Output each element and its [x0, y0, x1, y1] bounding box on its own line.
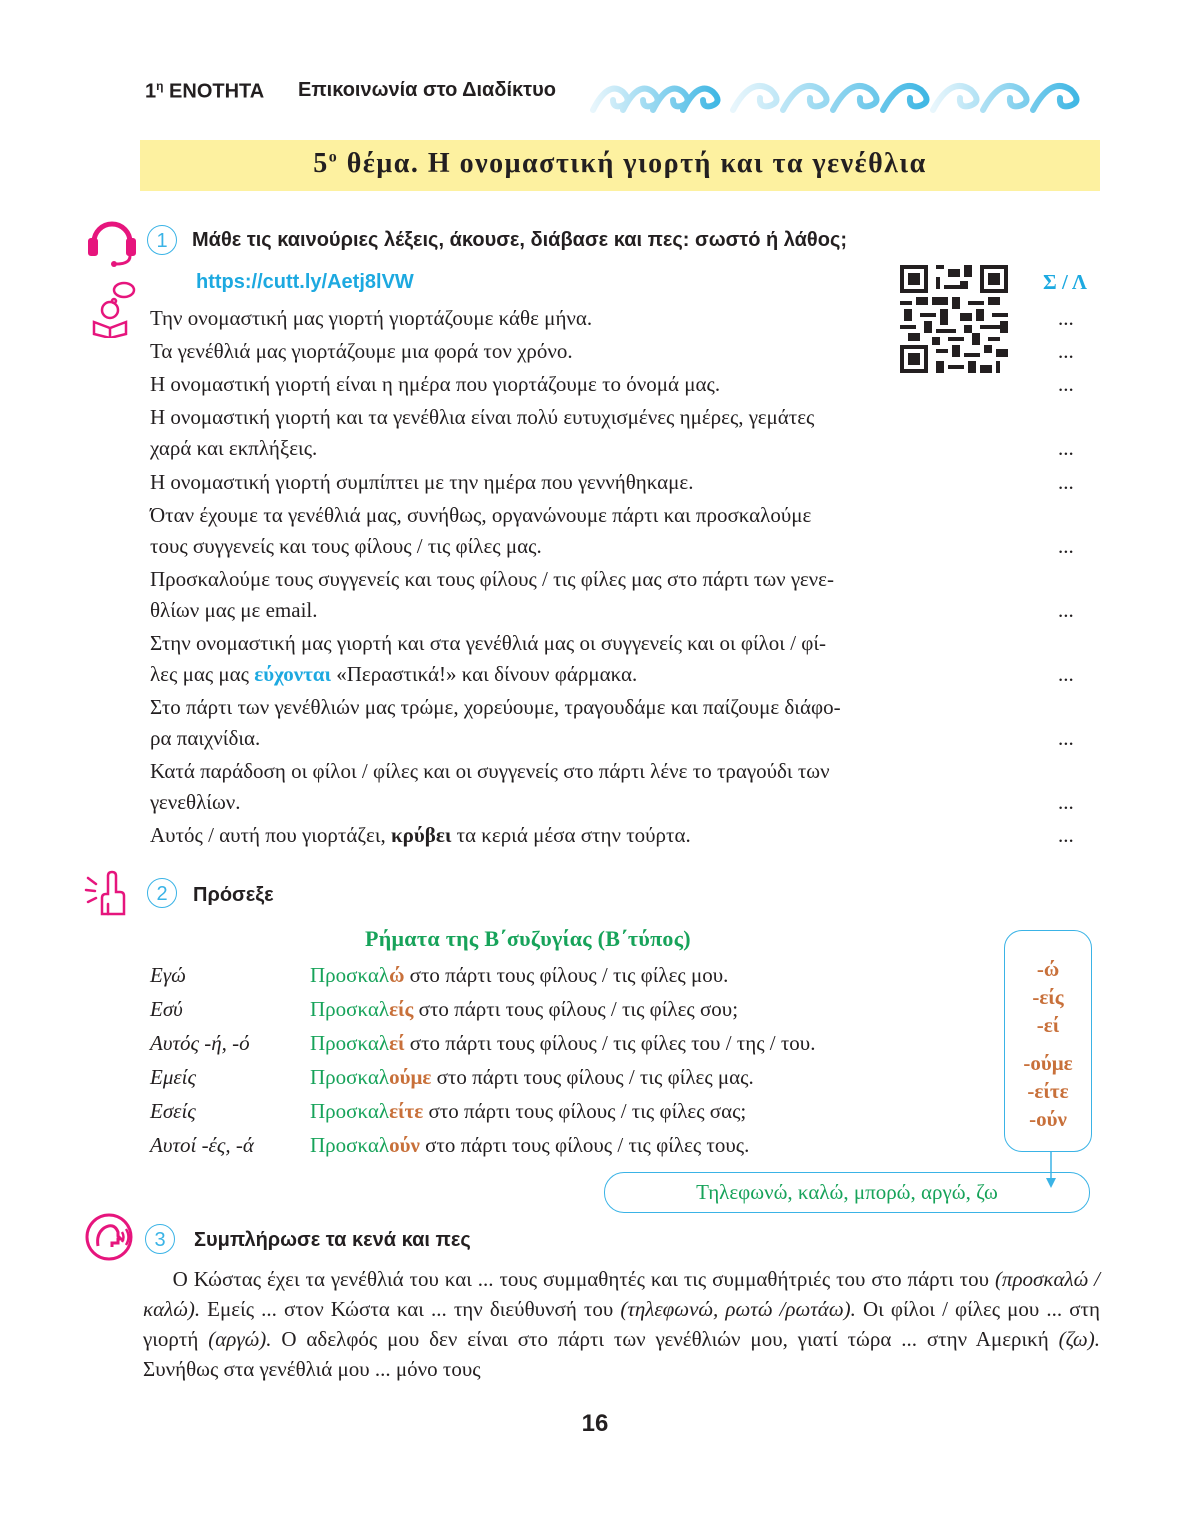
answer-blank-10[interactable]: ...: [1058, 790, 1074, 814]
statement-2: Τα γενέθλιά μας γιορτάζουμε μια φορά τον χρόνο.: [150, 339, 573, 363]
exercise-number-1: 1: [147, 225, 177, 255]
pronoun: Εγώ: [150, 963, 186, 987]
statement-9: Στο πάρτι των γενέθλιών μας τρώμε, χορεύουμε, τραγουδάμε και παίζουμε διάφο- ρα παιχνίδια.: [150, 695, 841, 750]
statement-3: Η ονομαστική γιορτή είναι η ημέρα που γιορτάζουμε το όνομά μας.: [150, 372, 721, 396]
highlighted-word: εύχονται: [254, 662, 331, 686]
exercise-2-heading: Πρόσεξε: [193, 884, 274, 906]
ending: -είς: [1032, 985, 1064, 1009]
exercise-number-2: 2: [147, 878, 177, 908]
answer-blank-1[interactable]: ...: [1058, 306, 1074, 330]
fill-in-paragraph: Ο Κώστας έχει τα γενέθλιά του και ... τους συμμαθητές και τις συμμαθήτριές του στο πάρτι του (προσκαλώ / καλώ). Εμείς ... στον Κώστα και ... την διεύθυνσή του (τηλεφωνώ, ρωτώ /ρωτάω). Οι φίλοι / φίλες μου ... στη γιορτή (αργώ). Ο αδελφός μου δεν είναι στο πάρτι των γενέθλιών μου, γιατί τώρα ... στην Αμερική (ζω). Συνήθως στα γενέθλιά μου ... μόνο τους: [143, 1267, 1101, 1381]
verb-row: Προσκαλούμε στο πάρτι τους φίλους / τις φίλες μας.: [310, 1065, 754, 1089]
verb-row: Προσκαλώ στο πάρτι τους φίλους / τις φίλες μου.: [310, 963, 729, 987]
statement-1: Την ονομαστική μας γιορτή γιορτάζουμε κάθε μήνα.: [150, 306, 593, 330]
pointing-hand-icon: [84, 870, 134, 918]
pronoun: Αυτός -ή, -ό: [150, 1031, 250, 1055]
verb-row: Προσκαλείτε στο πάρτι τους φίλους / τις φίλες σας;: [310, 1099, 747, 1123]
headphones-icon: [84, 212, 140, 268]
statement-10: Κατά παράδοση οι φίλοι / φίλες και οι συγγενείς στο πάρτι λένε το τραγούδι των γενεθλίων.: [150, 759, 830, 814]
verb-row: Προσκαλείς στο πάρτι τους φίλους / τις φίλες σου;: [310, 997, 739, 1021]
statement-4: Η ονομαστική γιορτή και τα γενέθλια είναι πολύ ευτυχισμένες ημέρες, γεμάτες χαρά και εκπλήξεις.: [150, 405, 815, 460]
statement-8: Στην ονομαστική μας γιορτή και στα γενέθλιά μας οι συγγενείς και οι φίλοι / φί- λες μας μας εύχονται «Περαστικά!» και δίνουν φάρμακα.: [150, 631, 827, 686]
answer-blank-5[interactable]: ...: [1058, 470, 1074, 494]
answer-blank-7[interactable]: ...: [1058, 598, 1074, 622]
ending: -ούν: [1029, 1107, 1067, 1131]
exercise-number-3: 3: [145, 1224, 175, 1254]
pronoun: Αυτοί -ές, -ά: [150, 1133, 254, 1157]
audio-link[interactable]: https://cutt.ly/Aetj8lVW: [196, 271, 414, 293]
pronoun: Εμείς: [150, 1065, 196, 1089]
answer-blank-9[interactable]: ...: [1058, 726, 1074, 750]
speaking-icon: [84, 1212, 140, 1262]
exercise-3-heading: Συμπλήρωσε τα κενά και πες: [194, 1229, 471, 1251]
answer-blank-2[interactable]: ...: [1058, 339, 1074, 363]
ending: -ώ: [1036, 957, 1060, 981]
exercise-1-heading: Μάθε τις καινούριες λέξεις, άκουσε, διάβασε και πες: σωστό ή λάθος;: [192, 229, 848, 251]
pronoun: Εσείς: [150, 1099, 196, 1123]
unit-subtitle: Επικοινωνία στο Διαδίκτυο: [298, 79, 556, 101]
ending: -ούμε: [1023, 1051, 1073, 1075]
answer-blank-11[interactable]: ...: [1058, 823, 1074, 847]
answer-blank-8[interactable]: ...: [1058, 662, 1074, 686]
unit-label: $1^\eta$ ΕΝΟΤΗΤΑ: [145, 79, 265, 103]
answer-blank-3[interactable]: ...: [1058, 372, 1074, 396]
greek-wave-ornament: [588, 70, 1098, 118]
verb-row: Προσκαλούν στο πάρτι τους φίλους / τις φίλες τους.: [310, 1133, 750, 1157]
reading-child-icon: [88, 280, 138, 338]
title-banner: [140, 140, 1100, 191]
answer-blank-4[interactable]: ...: [1058, 436, 1074, 460]
ending: -εί: [1036, 1013, 1060, 1037]
similar-verbs: Τηλεφωνώ, καλώ, μπορώ, αργώ, ζω: [696, 1180, 998, 1204]
statement-7: Προσκαλούμε τους συγγενείς και τους φίλους / τις φίλες μας στο πάρτι των γενε- θλίων μας με email.: [150, 567, 834, 622]
verb-table-title: Ρήματα της Β΄συζυγίας (Β΄τύπος): [365, 926, 691, 951]
verb-row: Προσκαλεί στο πάρτι τους φίλους / τις φίλες του / της / του.: [310, 1031, 816, 1055]
page-title: $5^o$ θέμα. Η ονομαστική γιορτή και τα γενέθλια: [313, 148, 927, 179]
statement-5: Η ονομαστική γιορτή συμπίπτει με την ημέρα που γεννήθηκαμε.: [150, 470, 694, 494]
true-false-label: Σ / Λ: [1043, 270, 1087, 294]
pronoun: Εσύ: [150, 997, 183, 1021]
ending: -είτε: [1027, 1079, 1069, 1103]
answer-blank-6[interactable]: ...: [1058, 534, 1074, 558]
bold-word: κρύβει: [391, 823, 452, 847]
page-number: 16: [581, 1410, 609, 1437]
statement-6: Όταν έχουμε τα γενέθλιά μας, συνήθως, οργανώνουμε πάρτι και προσκαλούμε τους συγγενείς και τους φίλους / τις φίλες μας.: [150, 503, 812, 558]
statement-11: Αυτός / αυτή που γιορτάζει, κρύβει τα κεριά μέσα στην τούρτα.: [150, 823, 691, 847]
